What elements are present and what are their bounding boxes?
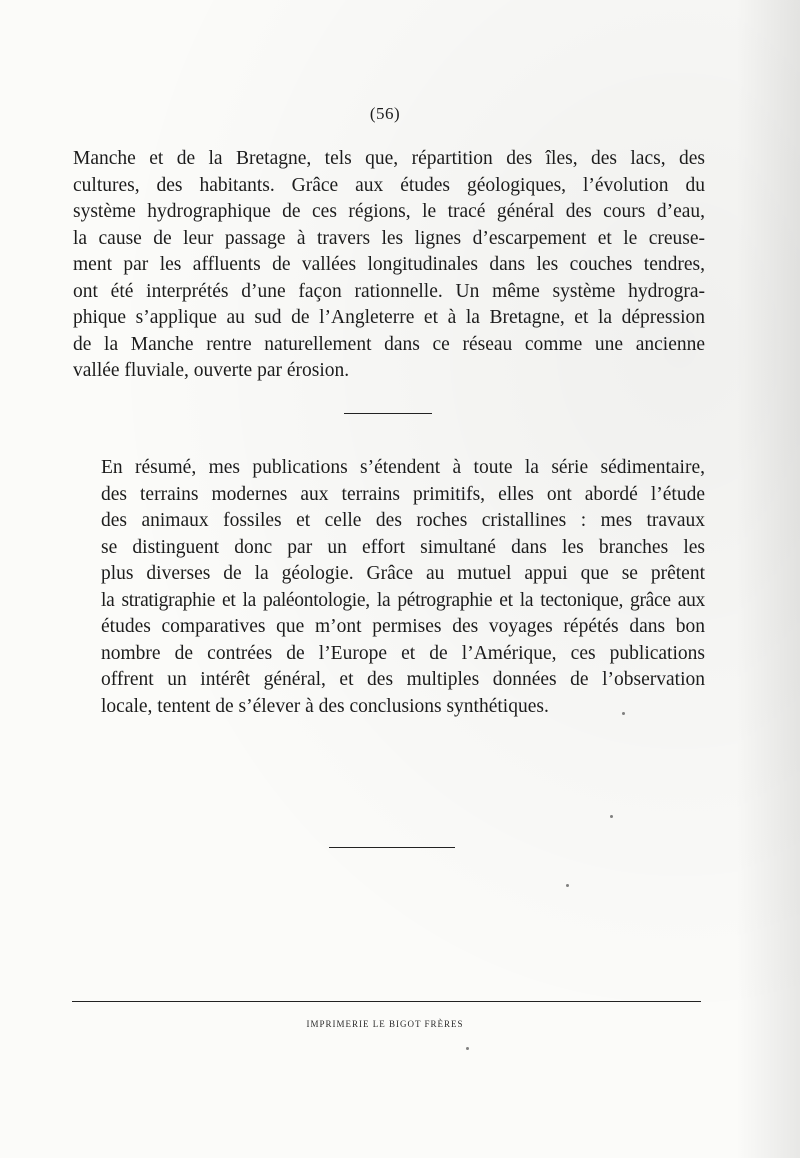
text-line: des terrains modernes aux terrains primitifs, elles ont abordé l’étude — [101, 483, 705, 505]
text-line: locale, tentent de s’élever à des conclusions synthétiques. — [101, 695, 549, 717]
paragraph-continuation — [73, 146, 705, 385]
text-line: se distinguent donc par un effort simultané dans les branches les — [101, 536, 705, 558]
text-line: de la Manche rentre naturellement dans ce réseau comme une ancienne — [73, 333, 705, 355]
ink-speck — [566, 884, 569, 887]
ink-speck — [466, 1047, 469, 1050]
paragraph-summary — [73, 455, 705, 720]
text-line: offrent un intérêt général, et des multiples données de l’observation — [101, 669, 705, 690]
text-line: nombre de contrées de l’Europe et de l’Amérique, ces publications — [101, 642, 705, 664]
end-divider — [329, 847, 455, 848]
ink-speck — [610, 815, 613, 818]
text-line: ont été interprétés d’une façon rationnelle. Un même système hydrogra- — [73, 280, 705, 302]
text-line: vallée fluviale, ouverte par érosion. — [73, 360, 350, 381]
text-line: des animaux fossiles et celle des roches cristallines : mes travaux — [101, 510, 705, 531]
section-divider — [344, 413, 432, 414]
text-line: phique s’applique au sud de l’Angleterre et à la Bretagne, et la dépression — [73, 307, 705, 328]
text-line: En résumé, mes publications s’étendent à toute la série sédimentaire, — [101, 457, 705, 478]
text-line: ment par les affluents de vallées longitudinales dans les couches tendres, — [73, 254, 705, 275]
text-line: système hydrographique de ces régions, le tracé général des cours d’eau, — [73, 201, 705, 222]
footer-rule — [72, 1001, 701, 1002]
printer-imprint: IMPRIMERIE LE BIGOT FRÈRES — [306, 1019, 464, 1029]
text-line: plus diverses de la géologie. Grâce au mutuel appui que se prêtent — [101, 563, 705, 584]
text-line: cultures, des habitants. Grâce aux études géologiques, l’évolution du — [73, 174, 705, 196]
text-line: la stratigraphie et la paléontologie, la pétrographie et la tectonique, grâce aux — [101, 589, 705, 611]
text-line: études comparatives que m’ont permises des voyages répétés dans bon — [101, 616, 705, 637]
text-line: Manche et de la Bretagne, tels que, répartition des îles, des lacs, des — [73, 148, 705, 169]
text-line: la cause de leur passage à travers les lignes d’escarpement et le creuse- — [73, 227, 705, 249]
page-number: (56) — [369, 104, 401, 123]
ink-speck — [622, 712, 625, 715]
